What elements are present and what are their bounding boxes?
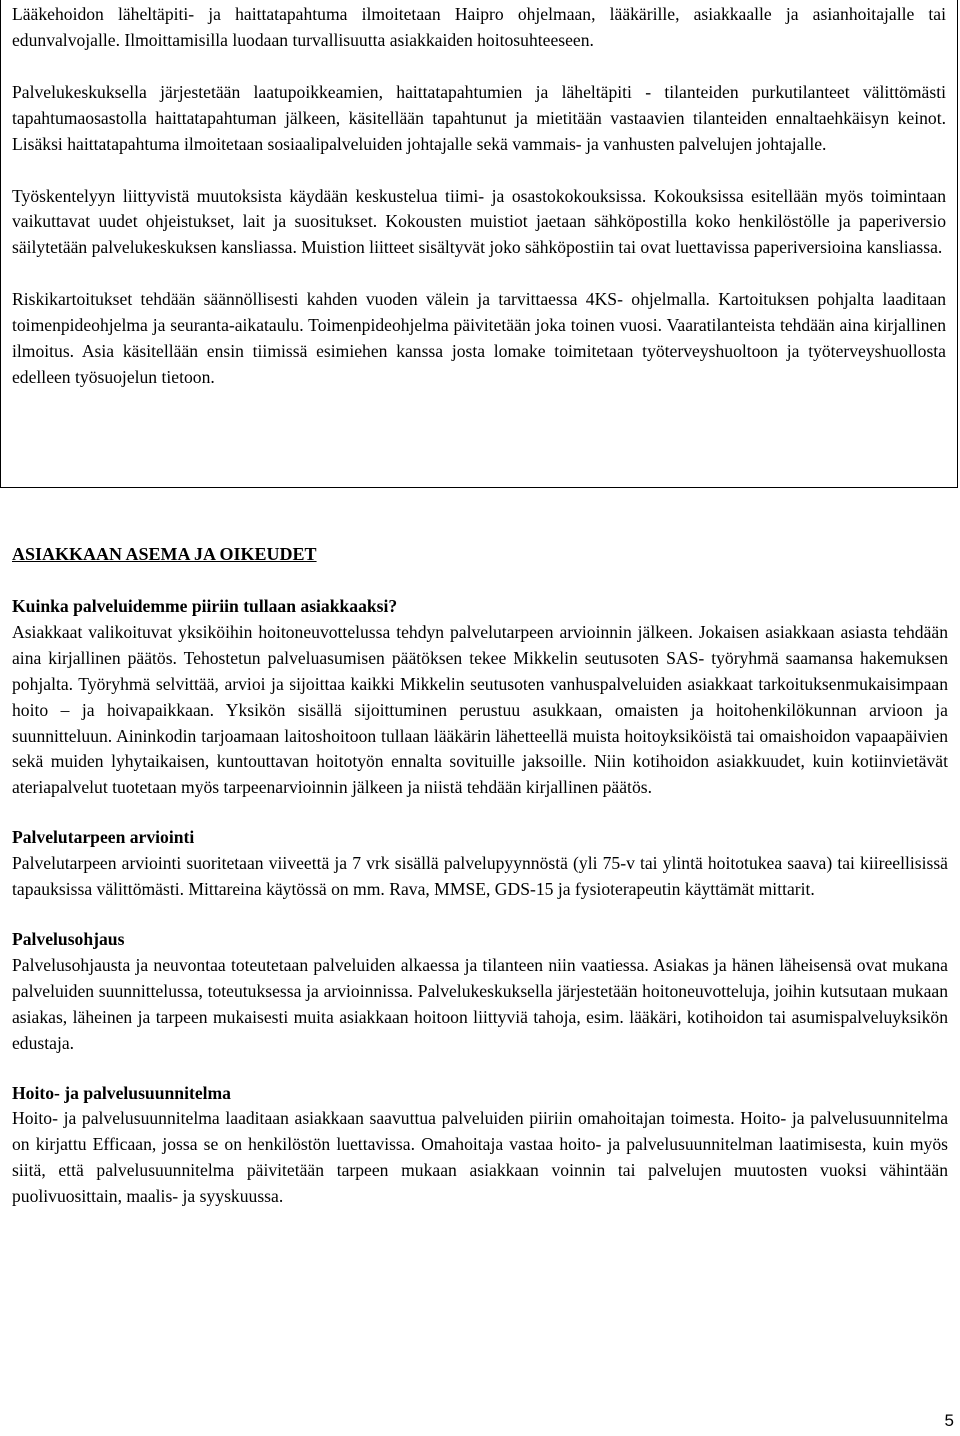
content-block xyxy=(12,927,948,1057)
box-paragraph: Palvelukeskuksella järjestetään laatupoikkeamien, haittatapahtumien ja läheltäpiti - tilanteiden purkutilanteet välittömästi tapahtumaosastolla haittatapahtuman jälkeen, käsitellään tapahtunut ja mietitään vastaavien tilanteiden ennaltaehkäisyn keinot. Lisäksi haittatapahtuma ilmoitetaan sosiaalipalveluiden johtajalle sekä vammais- ja vanhusten palvelujen johtajalle. xyxy=(12,81,946,154)
block-heading: Hoito- ja palvelusuunnitelma xyxy=(12,1082,231,1103)
block-text: Palvelutarpeen arviointi suoritetaan viiveettä ja 7 vrk sisällä palvelupyynnöstä (yli 75-v tai ylintä hoitotukea saava) tai kiireellisissä tapauksissa välittömästi. Mittareina käytössä on mm. Rava, MMSE, GDS-15 ja fysioterapeutin käyttämät mittarit. xyxy=(12,853,948,900)
box-paragraph: Riskikartoitukset tehdään säännöllisesti kahden vuoden välein ja tarvittaessa 4KS- ohjelmalla. Kartoituksen pohjalta laaditaan toimenpideohjelma ja seuranta-aikataulu. Toimenpideohjelma päivitetään joka toinen vuosi. Vaaratilanteista tehdään aina kirjallinen ilmoitus. Asia käsitellään ensin tiimissä esimiehen kanssa josta lomake toimitetaan työterveyshuoltoon ja työterveyshuollosta edelleen työsuojelun tietoon. xyxy=(12,289,946,387)
page-number: 5 xyxy=(944,1411,954,1430)
box-paragraph: Lääkehoidon läheltäpiti- ja haittatapahtuma ilmoitetaan Haipro ohjelmaan, lääkärille, asiakkaalle ja asianhoitajalle tai edunvalvojalle. Ilmoittamisilla luodaan turvallisuutta asiakkaiden hoitosuhteeseen. xyxy=(12,4,946,50)
block-text: Asiakkaat valikoituvat yksiköihin hoitoneuvottelussa tehdyn palvelutarpeen arvioinnin jälkeen. Jokaisen asiakkaan asiasta tehdään aina kirjallinen päätös. Tehostetun palveluasumisen päätöksen tekee Mikkelin seutusoten SAS- työryhmä saamansa hakemuksen pohjalta. Työryhmä selvittää, arvioi ja sijoittaa kaikki Mikkelin seutusoten vanhuspalveluiden asiakkaat tarkoituksenmukaisimpaan hoito – ja hoivapaikkaan. Yksikön sisällä sijoittuminen perustuu asukkaan, omaisten ja hoitohenkilökunnan arvioon ja suunnitteluun. Aininkodin tarjoamaan laitoshoitoon tullaan lääkärin lähetteellä muista hoitoyksiköistä tai omaishoidon vapaapäivien sekä muiden lyhytaikaisen, kuntouttavan hoitotyön ennalta sovituille jaksoille. Niin kotihoidon asiakkuudet, kuin kotiinvietävät ateriapalvelut tuotetaan myös tarpeenarvioinnin jälkeen ja niistä tehdään kirjallinen päätös. xyxy=(12,621,948,798)
content-block xyxy=(12,1081,948,1211)
content-block xyxy=(12,825,948,903)
section-title: ASIAKKAAN ASEMA JA OIKEUDET xyxy=(12,544,317,564)
content-block xyxy=(12,594,948,801)
block-heading: Kuinka palveluidemme piiriin tullaan asiakkaaksi? xyxy=(12,596,398,616)
block-text: Palvelusohjausta ja neuvontaa toteutetaan palveluiden alkaessa ja tilanteen niin vaatiessa. Asiakas ja hänen läheisensä ovat mukana palveluiden suunnittelussa, toteutuksessa ja arvioinnissa. Palvelukeskuksella järjestetään hoitoneuvotteluja, joihin kutsutaan mukaan asiakas, läheinen ja tarpeen mukaisesti muita asiakkaan hoitoon liittyviä tahoja, esim. lääkäri, kotihoidon tai asumispalveluyksikön edustaja. xyxy=(12,954,948,1053)
bordered-text-box xyxy=(0,0,958,488)
block-heading: Palvelutarpeen arviointi xyxy=(12,827,195,848)
box-paragraph: Työskentelyyn liittyvistä muutoksista käydään keskustelua tiimi- ja osastokokouksissa. Kokouksissa esitellään myös toimintaan vaikuttavat uudet ohjeistukset, lait ja suositukset. Kokousten muistiot jaetaan sähköpostilla koko henkilöstölle ja paperiversio säilytetään palvelukeskuksen kansliassa. Muistion liitteet sisältyvät joko sähköpostiin tai ovat luettavissa paperiversioina kansliassa. xyxy=(12,185,946,258)
block-heading: Palvelusohjaus xyxy=(12,928,125,949)
section-body xyxy=(12,594,948,1234)
block-text: Hoito- ja palvelusuunnitelma laaditaan asiakkaan saavuttua palveluiden piiriin omahoitajan toimesta. Hoito- ja palvelusuunnitelma on kirjattu Efficaan, jossa se on henkilöstön luettavissa. Omahoitaja vastaa hoito- ja palvelusuunnitelman laatimisesta, kuin myös siitä, että palvelusuunnitelma päivitetään tarpeen mukaan asiakkaan voinnin tai palvelujen muutosten vuoksi vähintään puolivuosittain, maalis- ja syyskuussa. xyxy=(12,1108,948,1207)
